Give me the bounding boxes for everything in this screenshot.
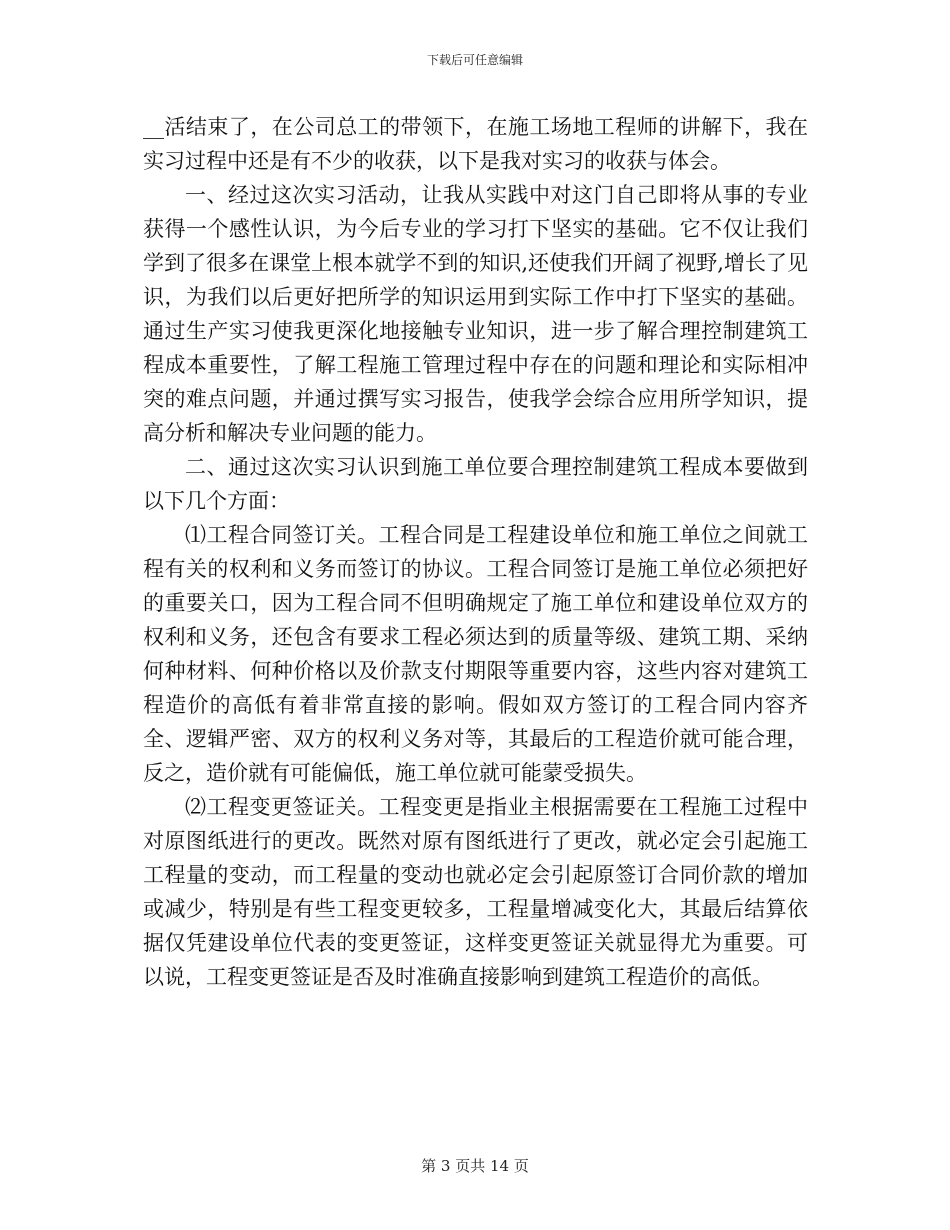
page-header: 下载后可任意编辑 (426, 53, 523, 67)
paragraph-change-visa: ⑵工程变更签证关。工程变更是指业主根据需要在工程施工过程中对原图纸进行的更改。既然对原有图纸进行了更改，就必定会引起施工工程量的变动，而工程量的变动也就必定会引起原签订合同价款的增加或减少，特别是有些工程变更较多，工程量增减变化大，其最后结算依据仅凭建设单位代表的变更签证，这样变更签证关就显得尤为重要。可以说，工程变更签证是否及时准确直接影响到建筑工程造价的高低。 (143, 795, 808, 989)
document-body (143, 110, 808, 994)
paragraph-section-one: 一、经过这次实习活动，让我从实践中对这门自己即将从事的专业获得一个感性认识，为今后专业的学习打下坚实的基础。它不仅让我们学到了很多在课堂上根本就学不到的知识,还使我们开阔了视野,增长了见识，为我们以后更好把所学的知识运用到实际工作中打下坚实的基础。通过生产实习使我更深化地接触专业知识，进一步了解合理控制建筑工程成本重要性，了解工程施工管理过程中存在的问题和理论和实际相冲突的难点问题，并通过撰写实习报告，使我学会综合应用所学知识，提高分析和解决专业问题的能力。 (143, 183, 808, 445)
paragraph-intro: __活结束了，在公司总工的带领下，在施工场地工程师的讲解下，我在实习过程中还是有不少的收获，以下是我对实习的收获与体会。 (143, 115, 808, 173)
paragraph-contract-signing: ⑴工程合同签订关。工程合同是工程建设单位和施工单位之间就工程有关的权利和义务而签订的协议。工程合同签订是施工单位必须把好的重要关口，因为工程合同不但明确规定了施工单位和建设单位双方的权利和义务，还包含有要求工程必须达到的质量等级、建筑工期、采纳何种材料、何种价格以及价款支付期限等重要内容，这些内容对建筑工程造价的高低有着非常直接的影响。假如双方签订的工程合同内容齐全、逻辑严密、双方的权利义务对等，其最后的工程造价就可能合理，反之，造价就有可能偏低，施工单位就可能蒙受损失。 (143, 523, 808, 785)
page-number: 第 3 页共 14 页 (421, 1157, 529, 1175)
paragraph-section-two: 二、通过这次实习认识到施工单位要合理控制建筑工程成本要做到以下几个方面： (143, 455, 808, 513)
